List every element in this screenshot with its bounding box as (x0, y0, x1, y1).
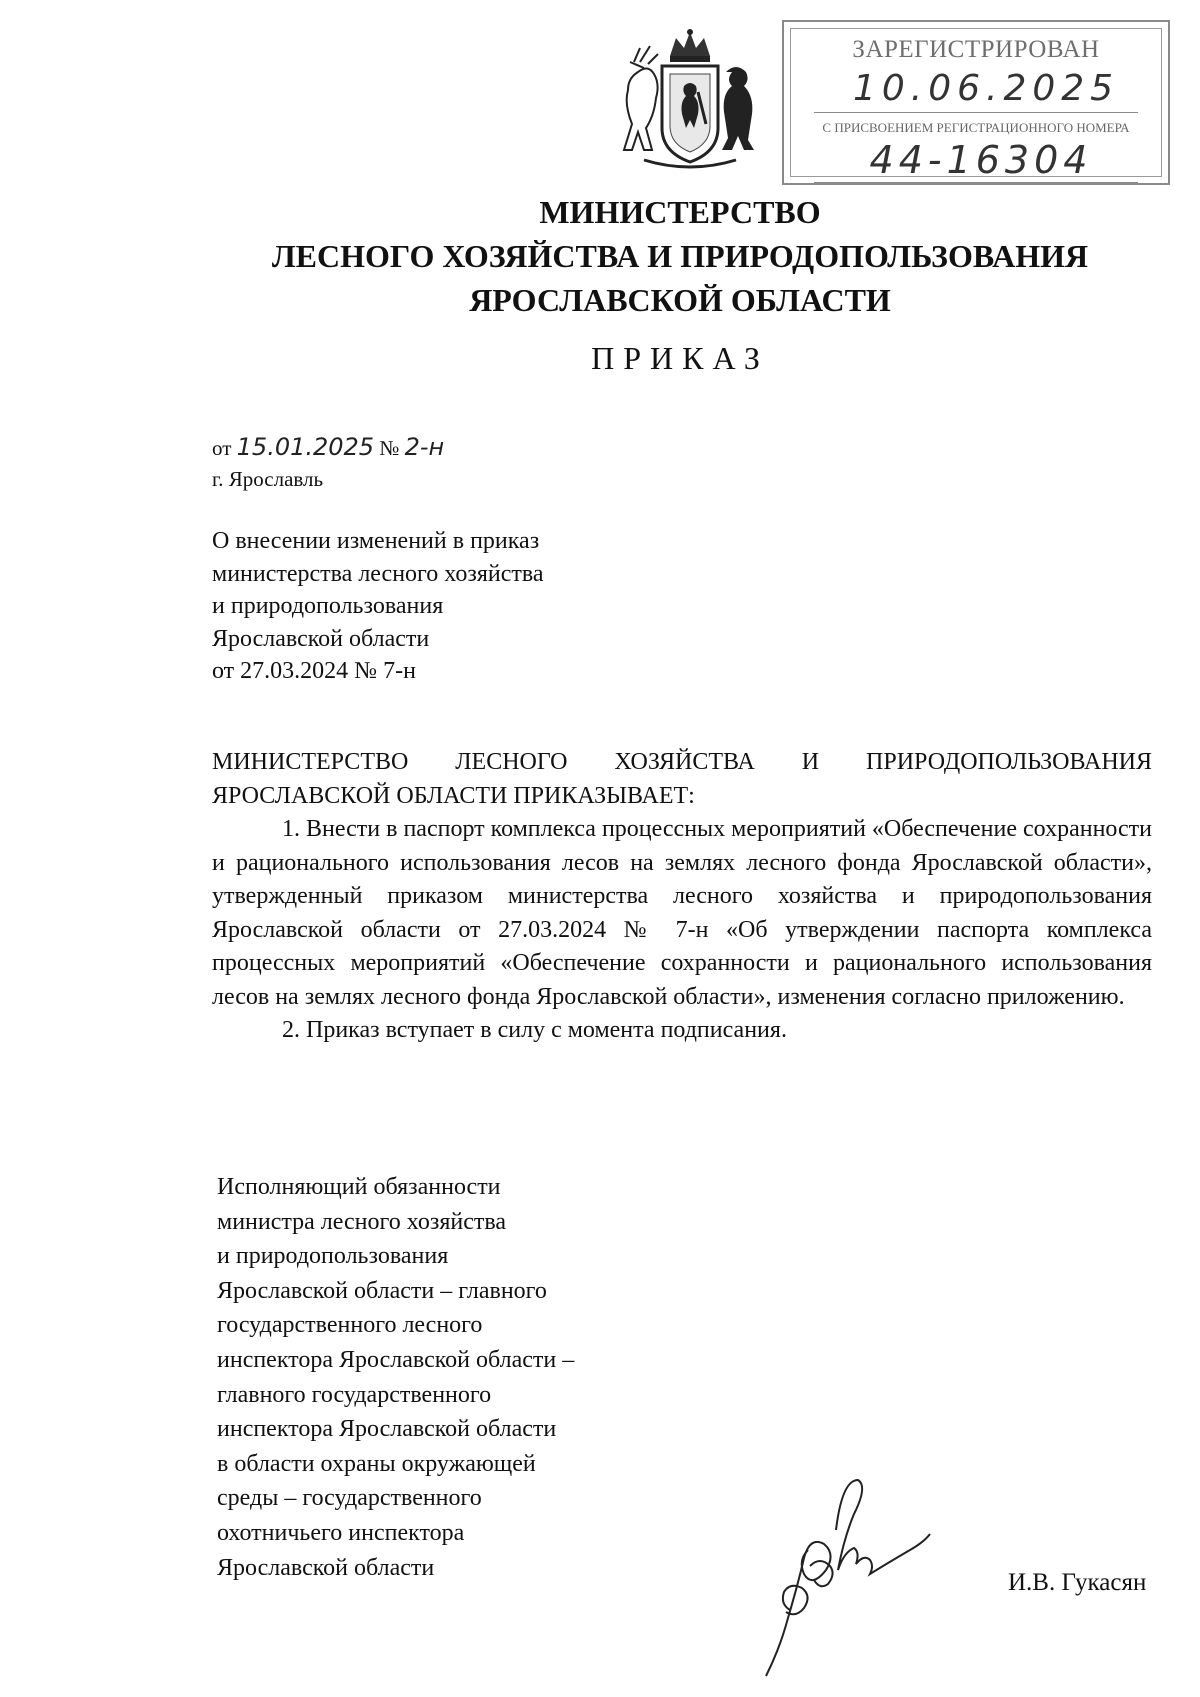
position-line: Исполняющий обязанности (217, 1174, 501, 1200)
position-line: министра лесного хозяйства (217, 1208, 507, 1235)
position-line: охотничьего инспектора (217, 1519, 465, 1546)
order-number: 2-н (404, 433, 445, 461)
ministry-heading-line: ЯРОСЛАВСКОЙ ОБЛАСТИ (469, 282, 891, 318)
order-subject (212, 525, 544, 688)
subject-line: О внесении изменений в приказ (212, 528, 540, 554)
position-line: среды – государственного (217, 1485, 482, 1512)
stamp-date: 10.06.2025 (852, 68, 1120, 109)
position-line: инспектора Ярославской области (217, 1416, 557, 1443)
order-preamble: МИНИСТЕРСТВО ЛЕСНОГО ХОЗЯЙСТВА И ПРИРОДОПОЛЬЗОВАНИЯ ЯРОСЛАВСКОЙ ОБЛАСТИ ПРИКАЗЫВАЕТ: (212, 749, 1152, 809)
subject-line: и природопользования (212, 593, 444, 619)
registration-stamp (782, 20, 1170, 185)
signatory-position (217, 1170, 574, 1585)
stamp-divider (814, 182, 1138, 183)
ministry-heading (0, 190, 1200, 322)
subject-line: министерства лесного хозяйства (212, 560, 544, 587)
handwritten-signature (750, 1470, 970, 1690)
position-line: государственного лесного (217, 1312, 483, 1339)
ministry-heading-line: ЛЕСНОГО ХОЗЯЙСТВА И ПРИРОДОПОЛЬЗОВАНИЯ (271, 238, 1089, 274)
position-line: и природопользования (217, 1243, 449, 1270)
position-line: инспектора Ярославской области – (217, 1346, 575, 1373)
position-line: главного государственного (217, 1381, 492, 1408)
position-line: Ярославской области (217, 1554, 435, 1581)
document-type-title: ПРИКАЗ (591, 340, 769, 376)
order-item-1: 1. Внести в паспорт комплекса процессных мероприятий «Обеспечение сохранности и рационального использования лесов на землях лесного фонда Ярославской области», утвержденный приказом министерства лесного хозяйства и природопользования Ярославской области от 27.03.2024 № 7-н «Об утверждении паспорта комплекса процессных мероприятий «Обеспечение сохранности и рационального использования лесов на землях лесного фонда Ярославской области», изменения согласно приложению. (212, 816, 1152, 1010)
order-body (212, 746, 1152, 1048)
ministry-heading-line: МИНИСТЕРСТВО (539, 194, 821, 230)
subject-line: от 27.03.2024 № 7-н (212, 658, 416, 684)
from-label: от (212, 436, 232, 460)
order-item-2: 2. Приказ вступает в силу с момента подписания. (282, 1017, 787, 1043)
subject-line: Ярославской области (212, 625, 430, 652)
number-label: № (379, 436, 400, 460)
stamp-subtitle: С ПРИСВОЕНИЕМ РЕГИСТРАЦИОННОГО НОМЕРА (822, 120, 1130, 135)
position-line: Ярославской области – главного (217, 1277, 547, 1304)
order-date: 15.01.2025 (236, 433, 375, 461)
stamp-registration-number: 44-16304 (869, 138, 1093, 182)
stamp-title: ЗАРЕГИСТРИРОВАН (852, 36, 1100, 63)
signatory-name: И.В. Гукасян (1008, 1569, 1147, 1596)
position-line: в области охраны окружающей (217, 1450, 536, 1477)
city: г. Ярославль (212, 467, 324, 491)
order-date-number (212, 433, 444, 461)
yaroslavl-oblast-coat-of-arms-icon (614, 28, 766, 178)
stamp-divider (814, 112, 1138, 113)
